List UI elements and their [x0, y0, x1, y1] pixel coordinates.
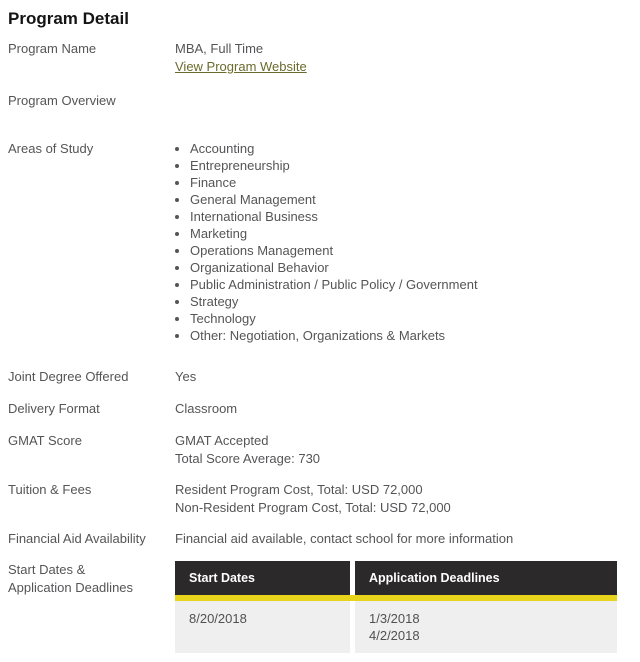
gmat-average-value: Total Score Average: 730	[175, 451, 321, 466]
row-financial-aid	[8, 530, 630, 548]
list-item: • Marketing	[190, 225, 630, 242]
list-item: • Entrepreneurship	[190, 157, 630, 174]
list-item: • Operations Management	[190, 242, 630, 259]
areas-of-study-list	[175, 140, 630, 344]
list-item: • Finance	[190, 174, 630, 191]
financial-aid-label: Financial Aid Availability	[8, 531, 146, 546]
program-name-label: Program Name	[8, 41, 97, 56]
list-item: • General Management	[190, 191, 630, 208]
delivery-format-value: Classroom	[175, 401, 238, 416]
start-dates-deadlines-label: Start Dates & Application Deadlines	[8, 562, 134, 595]
program-name-value: MBA, Full Time	[175, 41, 264, 56]
row-program-overview	[8, 92, 630, 110]
joint-degree-value: Yes	[175, 369, 197, 384]
column-header-application-deadlines: Application Deadlines	[355, 561, 617, 595]
joint-degree-label: Joint Degree Offered	[8, 369, 129, 384]
deadlines-table-header-row	[175, 561, 617, 595]
program-overview-value	[175, 92, 630, 110]
list-item: • International Business	[190, 208, 630, 225]
list-item: • Organizational Behavior	[190, 259, 630, 276]
application-deadlines-cell	[355, 601, 617, 653]
row-delivery-format	[8, 400, 630, 418]
tuition-fees-label: Tuition & Fees	[8, 482, 92, 497]
list-item: • Technology	[190, 310, 630, 327]
resident-cost-value: Resident Program Cost, Total: USD 72,000	[175, 482, 423, 497]
list-item: • Other: Negotiation, Organizations & Markets	[190, 327, 630, 344]
gmat-accepted-value: GMAT Accepted	[175, 433, 269, 448]
list-item: • Strategy	[190, 293, 630, 310]
list-item: • Accounting	[190, 140, 630, 157]
areas-of-study-label: Areas of Study	[8, 141, 94, 156]
page-title: Program Detail	[8, 9, 129, 28]
row-tuition-fees	[8, 481, 630, 517]
row-program-name	[8, 40, 630, 76]
deadlines-table	[175, 561, 617, 653]
program-overview-label: Program Overview	[8, 93, 116, 108]
column-header-start-dates: Start Dates	[175, 561, 350, 595]
list-item: • Public Administration / Public Policy / Government	[190, 276, 630, 293]
start-date-cell: 8/20/2018	[175, 601, 350, 653]
deadline-date: 4/2/2018	[369, 628, 420, 643]
view-program-website-link[interactable]: View Program Website	[175, 59, 307, 74]
gmat-score-label: GMAT Score	[8, 433, 82, 448]
table-row	[175, 601, 617, 653]
non-resident-cost-value: Non-Resident Program Cost, Total: USD 72,000	[175, 500, 451, 515]
row-joint-degree	[8, 368, 630, 386]
row-areas-of-study	[8, 140, 630, 344]
row-start-dates-deadlines	[8, 561, 630, 653]
deadline-date: 1/3/2018	[369, 611, 420, 626]
row-gmat-score	[8, 432, 630, 468]
financial-aid-value: Financial aid available, contact school for more information	[175, 531, 514, 546]
delivery-format-label: Delivery Format	[8, 401, 100, 416]
